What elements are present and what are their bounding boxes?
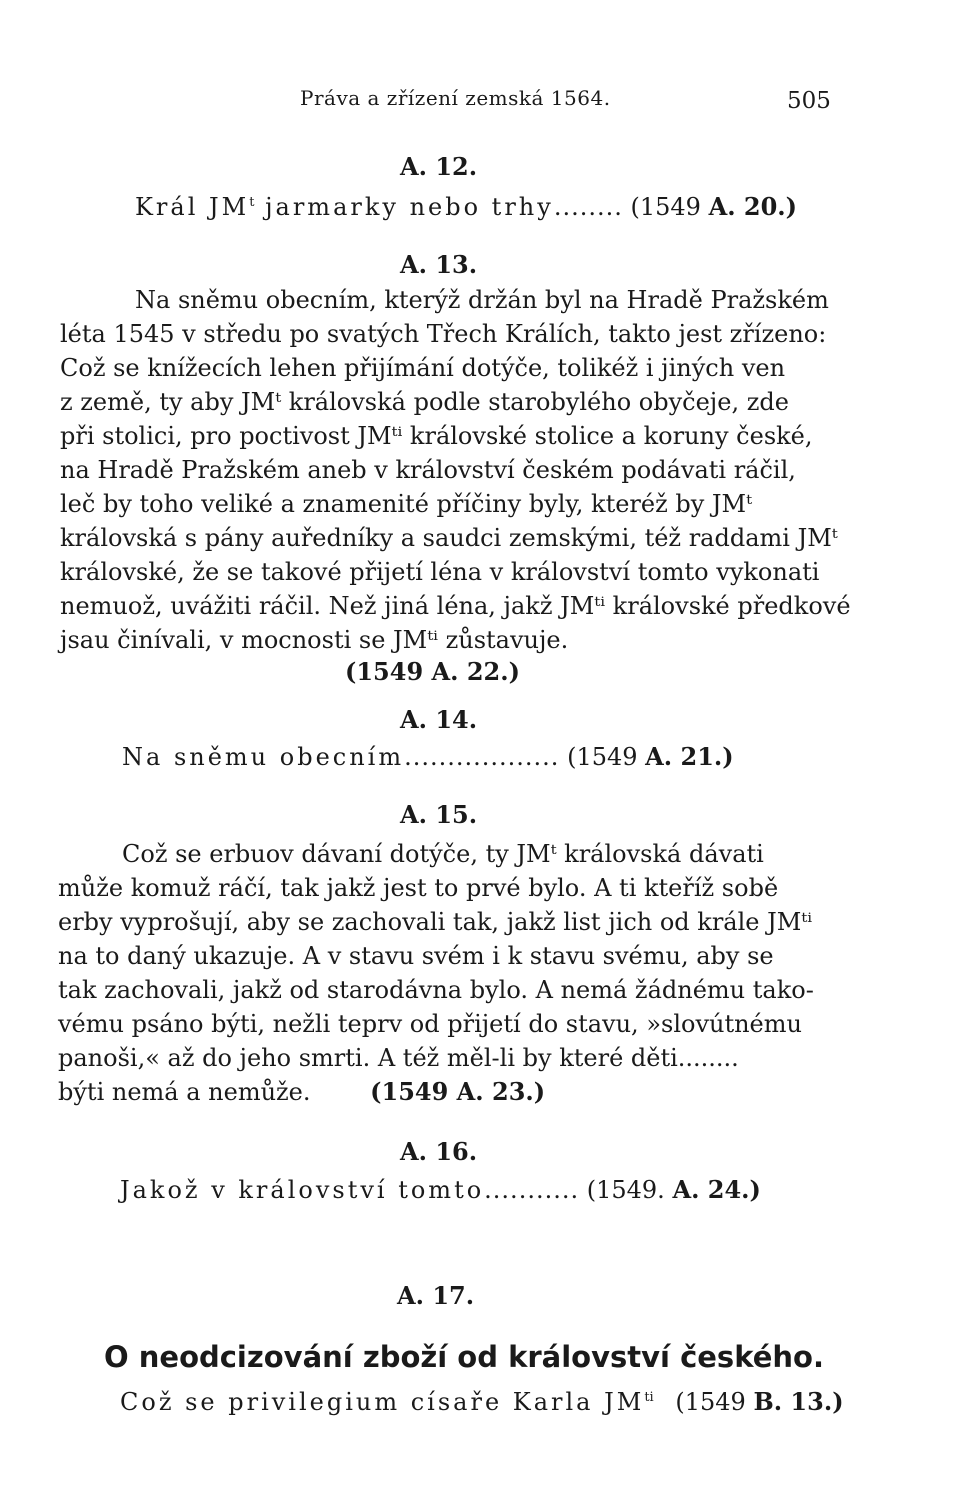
section-title-a13: A. 13. <box>400 250 478 279</box>
running-title: Práva a zřízení zemská 1564. <box>300 86 611 110</box>
a13-line-3: Což se knížecích lehen přijímání dotýče, tolikéž i jiných ven <box>60 354 786 382</box>
a16-dots: ........... <box>484 1176 580 1204</box>
a13-line-10: nemuož, uvážiti ráčil. Než jiná léna, jakž JMᵗⁱ královské předkové <box>60 592 851 620</box>
section-title-a14: A. 14. <box>400 705 478 734</box>
a15-line-3: erby vyprošují, aby se zachovali tak, jakž list jich od krále JMᵗⁱ <box>58 908 813 936</box>
a16-ref-year: (1549. <box>586 1176 665 1204</box>
a15-line-4: na to daný ukazuje. A v stavu svém i k stavu svému, aby se <box>58 942 774 970</box>
a14-ref-code: A. 21.) <box>645 742 734 771</box>
a13-line-1: Na sněmu obecním, kterýž držán byl na Hradě Pražském <box>135 286 829 314</box>
section-title-a15: A. 15. <box>400 800 478 829</box>
a13-line-8: královská s pány auředníky a saudci zemskými, též raddami JMᵗ <box>60 524 838 552</box>
a12-ref-year: (1549 <box>630 193 701 221</box>
a15-line-8-text: býti nemá a nemůže. <box>58 1078 311 1106</box>
section-a14-line <box>122 742 734 771</box>
a15-line-5: tak zachovali, jakž od starodávna bylo. A nemá žádnému tako- <box>58 976 814 1004</box>
section-a12-line <box>135 192 798 221</box>
section-a16-line <box>120 1175 761 1204</box>
a12-ref-code: A. 20.) <box>708 192 798 221</box>
page-number: 505 <box>787 88 831 114</box>
a12-sup: t <box>249 195 255 210</box>
a17-ref-code: B. 13.) <box>753 1387 844 1416</box>
a17-text: Což se privilegium císaře Karla JM <box>120 1388 645 1416</box>
a15-line-7: panoši,« až do jeho smrti. A též měl-li by které děti........ <box>58 1044 739 1072</box>
a13-line-9: královské, že se takové přijetí léna v království tomto vykonati <box>60 558 820 586</box>
a12-text2: jarmarky nebo trhy <box>254 193 554 221</box>
a13-line-5: při stolici, pro poctivost JMᵗⁱ královské stolice a koruny české, <box>60 422 813 450</box>
a13-ref: (1549 A. 22.) <box>345 657 520 686</box>
a13-line-6: na Hradě Pražském aneb v království českém podávati ráčil, <box>60 456 796 484</box>
a12-dots: ........ <box>553 193 623 221</box>
section-title-a17: A. 17. <box>397 1281 475 1310</box>
a17-sup: ti <box>644 1390 654 1405</box>
a15-line-2: může komuž ráčí, tak jakž jest to prvé bylo. A ti kteříž sobě <box>58 874 779 902</box>
a14-dots: .................. <box>404 743 560 771</box>
a15-line-8 <box>58 1077 546 1106</box>
a14-ref-year: (1549 <box>567 743 638 771</box>
a13-line-2: léta 1545 v středu po svatých Třech Králích, takto jest zřízeno: <box>60 320 827 348</box>
a13-line-4: z země, ty aby JMᵗ královská podle starobylého obyčeje, zde <box>60 388 789 416</box>
a15-ref: (1549 A. 23.) <box>370 1077 546 1106</box>
a15-line-6: vému psáno býti, nežli teprv od přijetí do stavu, »slovútnému <box>58 1010 802 1038</box>
section-title-a12: A. 12. <box>400 152 478 181</box>
a15-line-1: Což se erbuov dávaní dotýče, ty JMᵗ královská dávati <box>122 840 764 868</box>
a13-line-11: jsau činívali, v mocnosti se JMᵗⁱ zůstavuje. <box>60 626 569 654</box>
section-a17-heading: O neodcizování zboží od království českého. <box>104 1340 824 1374</box>
a17-ref-year: (1549 <box>675 1388 746 1416</box>
a13-line-7: leč by toho veliké a znamenité příčiny byly, kteréž by JMᵗ <box>60 490 753 518</box>
a16-text: Jakož v království tomto <box>120 1176 485 1204</box>
section-a17-line <box>120 1387 844 1416</box>
section-title-a16: A. 16. <box>400 1137 478 1166</box>
a16-ref-code: A. 24.) <box>672 1175 761 1204</box>
a14-text: Na sněmu obecním <box>122 743 405 771</box>
a12-text: Král JM <box>135 193 250 221</box>
